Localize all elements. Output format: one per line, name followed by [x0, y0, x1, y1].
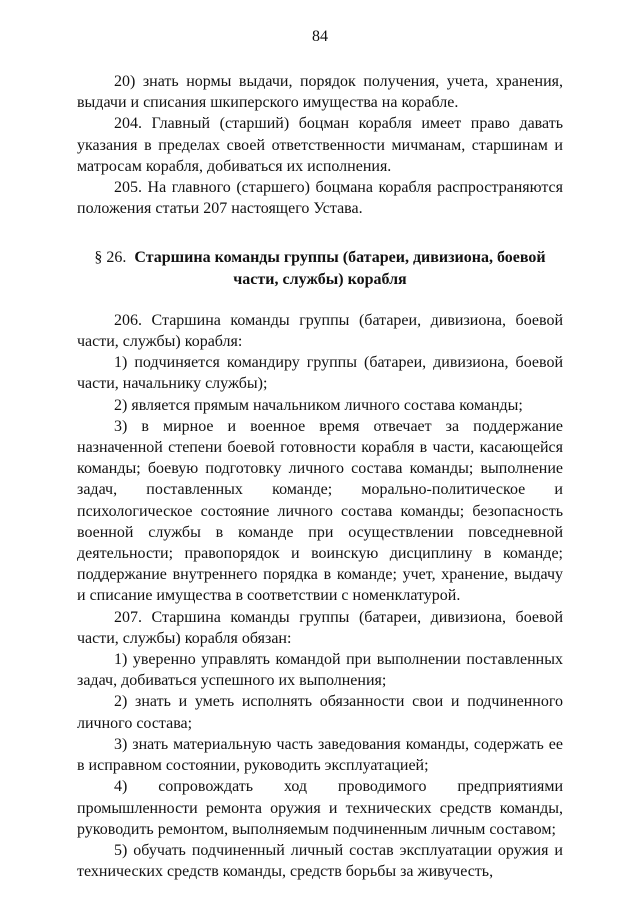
section-number: § 26. — [94, 249, 127, 267]
paragraph-article-204: 204. Главный (старший) боцман корабля имеет право давать указания в пределах своей ответственности мичманам, старшинам и матросам корабля, добиваться их исполнения. — [77, 115, 563, 175]
document-body — [77, 71, 563, 882]
paragraph-article-205: 205. На главного (старшего) боцмана корабля распространяются положения статьи 207 настоящего Устава. — [77, 179, 563, 218]
paragraph-207-item-1: 1) уверенно управлять командой при выполнении поставленных задач, добиваться успешного их выполнения; — [77, 651, 563, 690]
page-number: 84 — [312, 28, 328, 45]
paragraph-article-206: 206. Старшина команды группы (батареи, дивизиона, боевой части, службы) корабля: — [77, 311, 563, 351]
section-heading — [77, 247, 563, 289]
paragraph-item-20: 20) знать нормы выдачи, порядок получения, учета, хранения, выдачи и списания шкиперского имущества на корабле. — [77, 73, 563, 112]
paragraph-207-item-3: 3) знать материальную часть заведования команды, содержать ее в исправном состоянии, руководить эксплуатацией; — [77, 735, 563, 775]
paragraph-207-item-2: 2) знать и уметь исполнять обязанности свои и подчиненного личного состава; — [77, 693, 563, 732]
paragraph-207-item-4: 4) сопровождать ход проводимого предприятиями промышленности ремонта оружия и технических средств команды, руководить ремонтом, выполняемым подчиненным личным составом; — [77, 778, 563, 838]
paragraph-206-item-1: 1) подчиняется командиру группы (батареи, дивизиона, боевой части, начальнику службы); — [77, 354, 563, 393]
paragraph-206-item-2: 2) является прямым начальником личного состава команды; — [114, 396, 523, 414]
section-title: Старшина команды группы (батареи, дивизиона, боевой части, службы) корабля — [134, 249, 546, 288]
paragraph-206-item-3: 3) в мирное и военное время отвечает за поддержание назначенной степени боевой готовности корабля в части, касающейся команды; боевую подготовку личного состава команды; выполнение задач, поставленных команде; морально-политическое и психологическое состояние личного состава команды; безопасность военной службы в команде при осуществлении повседневной деятельности; правопорядок и воинскую дисциплину в команде; поддержание внутреннего порядка в команде; учет, хранение, выдачу и списание имущества в соответствии с номенклатурой. — [77, 417, 563, 605]
paragraph-207-item-5: 5) обучать подчиненный личный состав эксплуатации оружия и технических средств команды, средств борьбы за живучесть, — [77, 841, 563, 881]
paragraph-article-207: 207. Старшина команды группы (батареи, дивизиона, боевой части, службы) корабля обязан: — [77, 608, 563, 647]
